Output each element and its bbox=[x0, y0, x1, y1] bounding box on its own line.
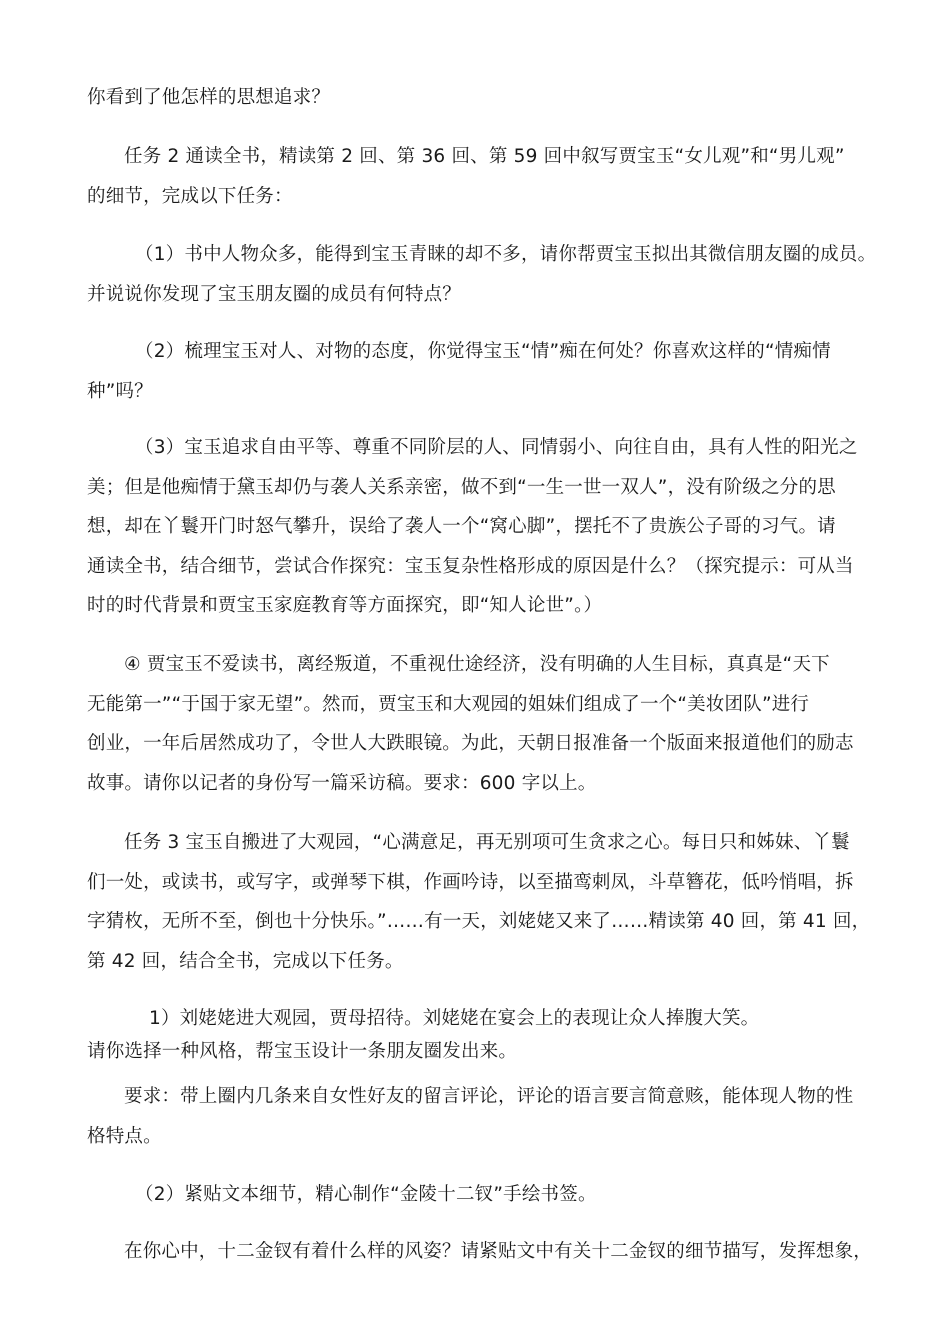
paragraph-task-2-item-1 bbox=[87, 235, 877, 314]
text-line: （1）书中人物众多，能得到宝玉青睐的却不多，请你帮贾宝玉拟出其微信朋友圈的成员。 bbox=[135, 244, 877, 265]
paragraph-task-3-item-1 bbox=[87, 1002, 877, 1068]
text-line: ④ 贾宝玉不爱读书，离经叛道，不重视仕途经济，没有明确的人生目标，真真是“天下 bbox=[124, 654, 830, 675]
text-line: （2）梳理宝玉对人、对物的态度，你觉得宝玉“情”痴在何处？你喜欢这样的“情痴情 bbox=[135, 341, 831, 362]
text-line: 1）刘姥姥进大观园，贾母招待。刘姥姥在宴会上的表现让众人捧腹大笑。 bbox=[149, 1008, 760, 1029]
text-line: 并说说你发现了宝玉朋友圈的成员有何特点？ bbox=[87, 283, 462, 305]
text-line: 任务 2 通读全书，精读第 2 回、第 36 回、第 59 回中叙写贾宝玉“女儿观”和“男儿观” bbox=[124, 146, 845, 167]
paragraph-item-4 bbox=[87, 645, 877, 803]
text-line: 你看到了他怎样的思想追求？ bbox=[87, 87, 331, 108]
paragraph-task-3-item-2 bbox=[87, 1175, 877, 1215]
text-line: （3）宝玉追求自由平等、尊重不同阶层的人、同情弱小、向往自由，具有人性的阳光之 bbox=[135, 437, 858, 458]
text-line: 想，却在丫鬟开门时怒气攀升，误给了袭人一个“窝心脚”，摆托不了贵族公子哥的习气。请 bbox=[87, 516, 836, 537]
text-line: 在你心中，十二金钗有着什么样的风姿？请紧贴文中有关十二金钗的细节描写，发挥想象， bbox=[124, 1241, 873, 1262]
text-line: 创业，一年后居然成功了，令世人大跌眼镜。为此，天朝日报准备一个版面来报道他们的励志 bbox=[87, 733, 854, 754]
text-line: （2）紧贴文本细节，精心制作“金陵十二钗”手绘书签。 bbox=[135, 1184, 597, 1205]
text-line: 故事。请你以记者的身份写一篇采访稿。要求：600 字以上。 bbox=[87, 772, 597, 794]
text-line: 无能第一”“于国于家无望”。然而，贾宝玉和大观园的姐妹们组成了一个“美妆团队”进行 bbox=[87, 693, 810, 715]
text-line: 请你选择一种风格，帮宝玉设计一条朋友圈发出来。 bbox=[87, 1041, 518, 1062]
paragraph-question-intro bbox=[87, 78, 877, 118]
paragraph-requirements bbox=[87, 1077, 877, 1156]
paragraph-task-2-item-3 bbox=[87, 428, 877, 626]
text-line: 种”吗？ bbox=[87, 380, 153, 402]
paragraph-twelve-beauties bbox=[87, 1232, 877, 1272]
text-line: 格特点。 bbox=[87, 1125, 162, 1147]
text-line: 字猜枚，无所不至，倒也十分快乐。”……有一天，刘姥姥又来了……精读第 40 回，第 41 回， bbox=[87, 911, 871, 932]
text-line: 们一处，或读书，或写字，或弹琴下棋，作画吟诗，以至描鸾刺凤，斗草簪花，低吟悄唱，拆 bbox=[87, 871, 854, 893]
paragraph-task-2-item-2 bbox=[87, 332, 877, 411]
paragraph-task-2 bbox=[87, 137, 877, 216]
text-line: 时的时代背景和贾宝玉家庭教育等方面探究，即“知人论世”。） bbox=[87, 595, 603, 616]
text-line: 第 42 回，结合全书，完成以下任务。 bbox=[87, 950, 404, 972]
text-line: 要求：带上圈内几条来自女性好友的留言评论，评论的语言要言简意赅，能体现人物的性 bbox=[124, 1086, 854, 1107]
paragraph-task-3 bbox=[87, 823, 877, 981]
text-line: 任务 3 宝玉自搬进了大观园，“心满意足，再无别项可生贪求之心。每日只和姊妹、丫鬟 bbox=[124, 832, 850, 853]
text-line: 的细节，完成以下任务： bbox=[87, 185, 293, 207]
text-line: 通读全书，结合细节，尝试合作探究：宝玉复杂性格形成的原因是什么？（探究提示：可从当 bbox=[87, 555, 854, 577]
text-line: 美；但是他痴情于黛玉却仍与袭人关系亲密，做不到“一生一世一双人”，没有阶级之分的思 bbox=[87, 476, 836, 498]
